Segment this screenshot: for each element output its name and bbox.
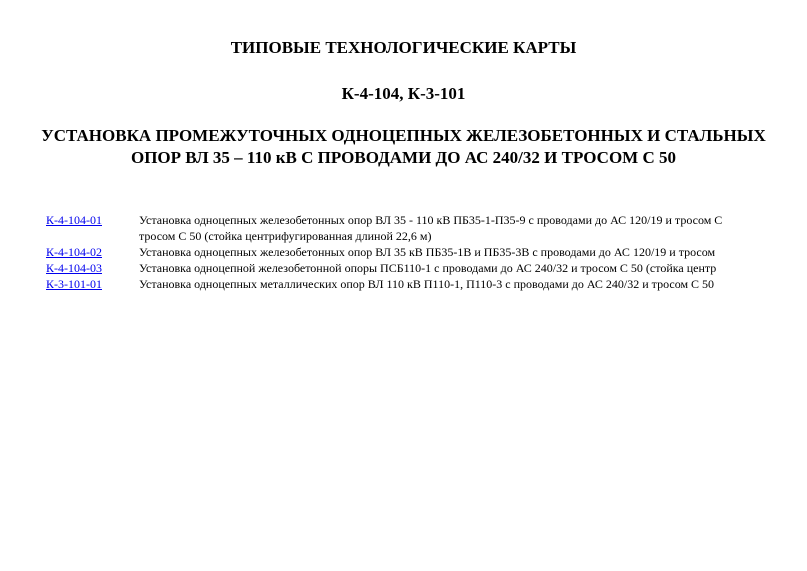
list-item <box>46 212 777 244</box>
card-description-line: Установка одноцепной железобетонной опоры ПСБ110-1 с проводами до АС 240/32 и тросом С 50 (стойка центр <box>139 261 717 275</box>
contents-list <box>46 212 777 292</box>
document-codes: К-4-104, К-3-101 <box>341 84 466 103</box>
card-link-k-3-101-01[interactable]: К-3-101-01 <box>46 277 102 291</box>
card-description <box>139 276 777 292</box>
card-link-k-4-104-02[interactable]: К-4-104-02 <box>46 245 102 259</box>
list-item <box>46 276 777 292</box>
document-subtitle: УСТАНОВКА ПРОМЕЖУТОЧНЫХ ОДНОЦЕПНЫХ ЖЕЛЕЗОБЕТОННЫХ И СТАЛЬНЫХ ОПОР ВЛ 35 – 110 кВ С ПРОВОДАМИ ДО АС 240/32 И ТРОСОМ С 50 <box>41 126 766 167</box>
card-description-line: Установка одноцепных железобетонных опор ВЛ 35 - 110 кВ ПБ35-1-П35-9 с проводами до АС 120/19 и тросом С <box>139 213 723 227</box>
card-description <box>139 244 777 260</box>
card-link-k-4-104-03[interactable]: К-4-104-03 <box>46 261 102 275</box>
card-link-k-4-104-01[interactable]: К-4-104-01 <box>46 213 102 227</box>
list-item <box>46 244 777 260</box>
card-description-line: Установка одноцепных железобетонных опор ВЛ 35 кВ ПБ35-1В и ПБ35-3В с проводами до АС 120/19 и тросом <box>139 245 716 259</box>
document-title: ТИПОВЫЕ ТЕХНОЛОГИЧЕСКИЕ КАРТЫ <box>230 38 577 57</box>
card-description <box>139 212 777 244</box>
card-description-line: тросом С 50 (стойка центрифугированная длиной 22,6 м) <box>139 229 432 243</box>
list-item <box>46 260 777 276</box>
card-description-line: Установка одноцепных металлических опор ВЛ 110 кВ П110-1, П110-3 с проводами до АС 240/32 и тросом С 50 <box>139 277 715 291</box>
card-description <box>139 260 777 276</box>
